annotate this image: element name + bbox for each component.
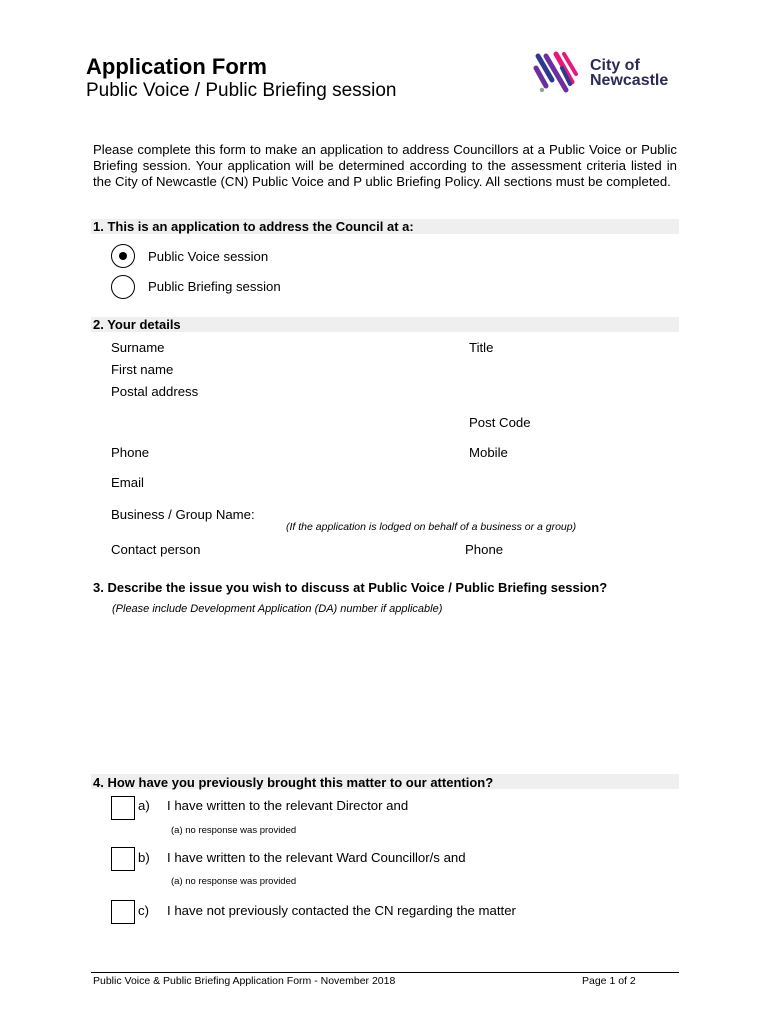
surname-label: Surname: [111, 340, 165, 355]
option-b-sub: (a) no response was provided: [171, 876, 297, 887]
section-3-note: (Please include Development Application (DA) number if applicable): [112, 603, 443, 615]
business-note: (If the application is lodged on behalf of a business or a group): [286, 521, 577, 533]
post-code-label: Post Code: [469, 415, 531, 430]
logo-text-line1: City of: [590, 57, 640, 74]
section-2-title: 2. Your details: [93, 317, 181, 332]
checkbox-not-contacted[interactable]: [111, 900, 135, 924]
checkbox-ward-councillor[interactable]: [111, 847, 135, 871]
section-3-title: 3. Describe the issue you wish to discuss at Public Voice / Public Briefing session?: [93, 580, 608, 595]
logo-text-line2: Newcastle: [590, 72, 669, 89]
option-b-label: I have written to the relevant Ward Councillor/s and: [167, 850, 466, 865]
page-subtitle: Public Voice / Public Briefing session: [86, 80, 397, 101]
public-voice-radio[interactable]: [111, 244, 135, 268]
footer-page-number: Page 1 of 2: [582, 975, 636, 987]
radio-selected-dot: [119, 252, 127, 260]
logo-mark-icon: [532, 50, 584, 96]
title-label: Title: [469, 340, 494, 355]
option-b-letter: b): [138, 850, 150, 865]
contact-phone-label: Phone: [465, 542, 504, 557]
business-group-label: Business / Group Name:: [111, 507, 255, 522]
option-c-label: I have not previously contacted the CN regarding the matter: [167, 903, 516, 918]
mobile-label: Mobile: [469, 445, 508, 460]
footer-form-name: Public Voice & Public Briefing Application Form - November 2018: [93, 975, 396, 987]
option-c-letter: c): [138, 903, 149, 918]
postal-address-label: Postal address: [111, 384, 199, 399]
option-a-label: I have written to the relevant Director and: [167, 798, 409, 813]
option-a-letter: a): [138, 798, 150, 813]
first-name-label: First name: [111, 362, 174, 377]
footer-divider: [91, 972, 679, 973]
public-briefing-radio[interactable]: [111, 275, 135, 299]
section-1-title: 1. This is an application to address the Council at a:: [93, 219, 414, 234]
email-label: Email: [111, 475, 144, 490]
city-of-newcastle-logo: [532, 50, 692, 96]
public-briefing-label: Public Briefing session: [148, 279, 281, 294]
contact-person-label: Contact person: [111, 542, 201, 557]
public-voice-label: Public Voice session: [148, 249, 269, 264]
phone-label: Phone: [111, 445, 150, 460]
page-title: Application Form: [86, 54, 267, 79]
section-4-title: 4. How have you previously brought this matter to our attention?: [93, 775, 494, 790]
checkbox-director[interactable]: [111, 796, 135, 820]
option-a-sub: (a) no response was provided: [171, 825, 297, 836]
intro-paragraph: Please complete this form to make an application to address Councillors at a Public Voice or Public Briefing session. Your application will be determined according to the assessment criteria listed in the City of Newcastle (CN) Public Voice and P ublic Briefing Policy. All sections must be completed.: [93, 142, 677, 189]
